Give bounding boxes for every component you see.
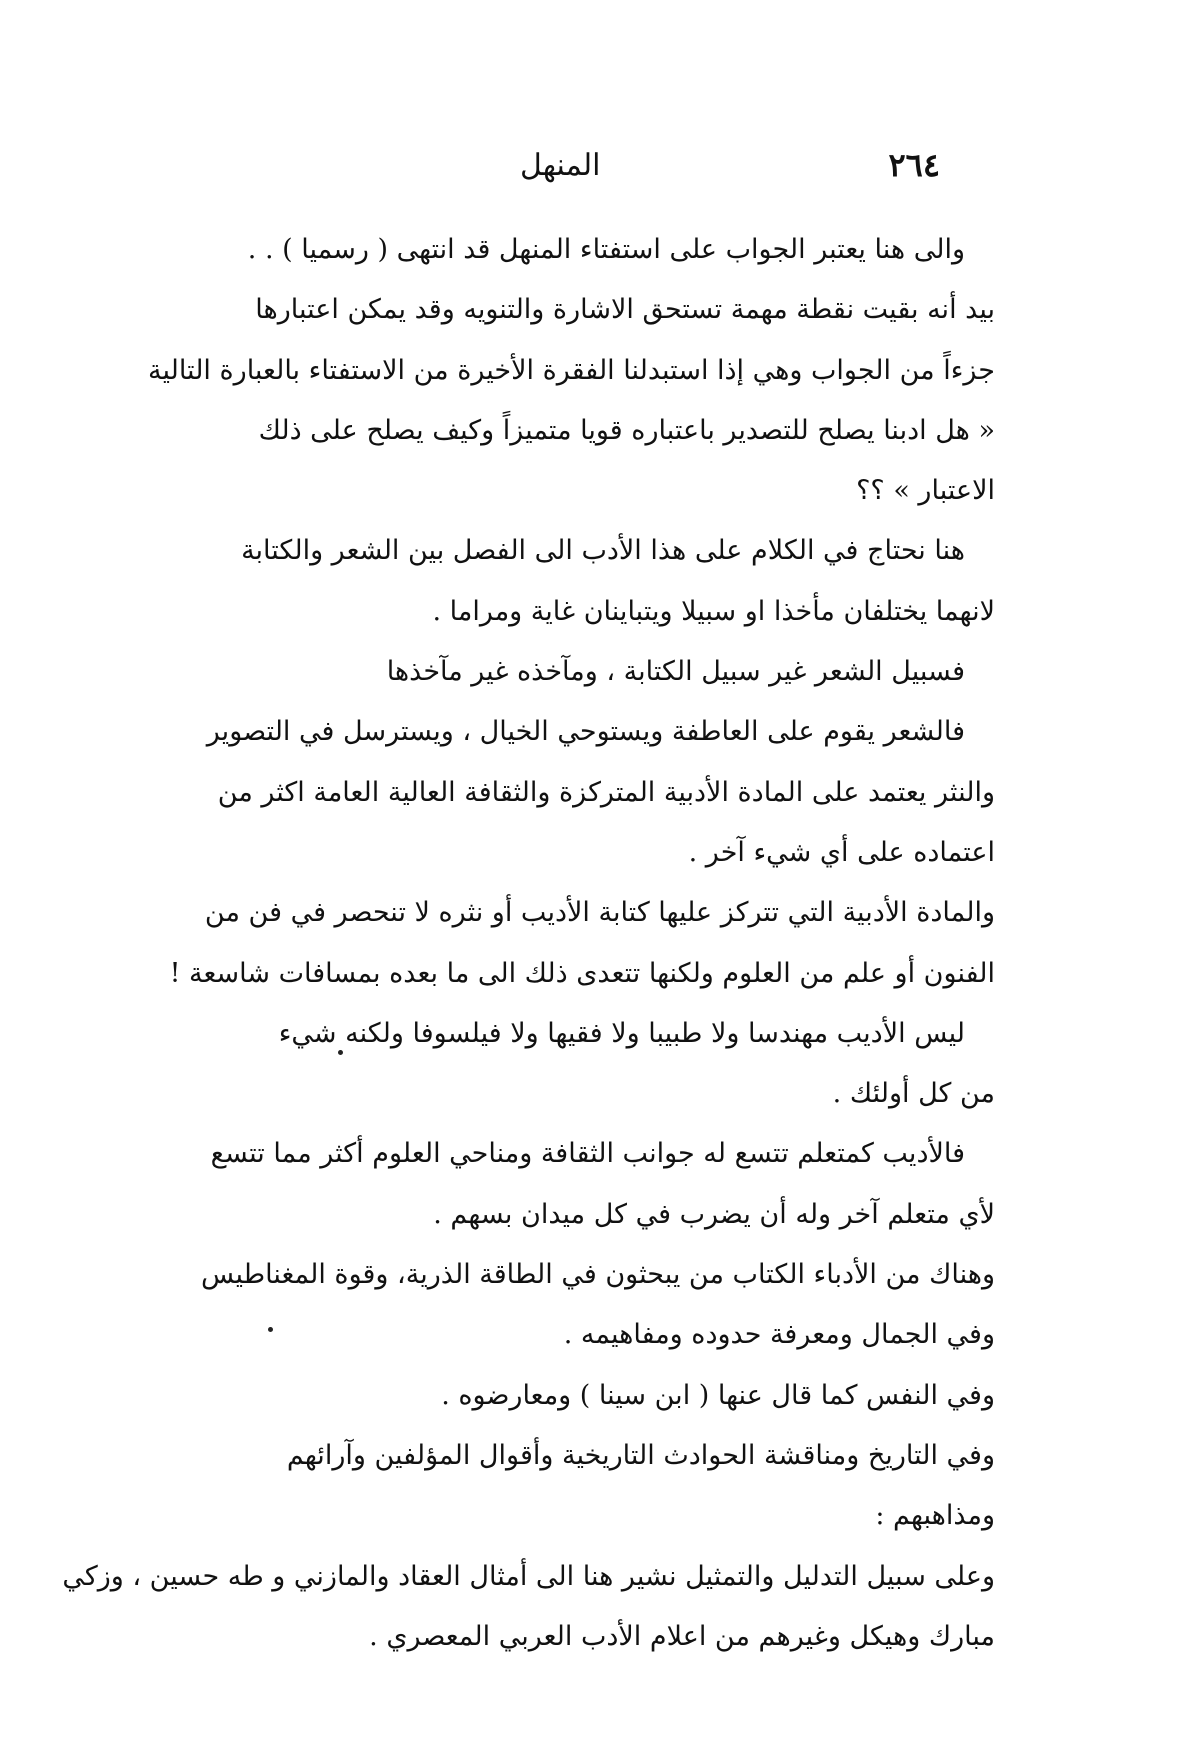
text-line: وهناك من الأدباء الكتاب من يبحثون في الطاقة الذرية، وقوة المغناطيس	[201, 1259, 995, 1291]
text-line: لأي متعلم آخر وله أن يضرب في كل ميدان بسهم .	[433, 1198, 995, 1230]
text-line: وعلى سبيل التدليل والتمثيل نشير هنا الى أمثال العقاد والمازني و طه حسين ، وزكي	[62, 1560, 995, 1592]
text-line: بيد أنه بقيت نقطة مهمة تستحق الاشارة والتنويه وقد يمكن اعتبارها	[255, 294, 995, 326]
text-line: اعتماده على أي شيء آخر .	[688, 836, 995, 868]
text-line: وفي النفس كما قال عنها ( ابن سينا ) ومعارضوه .	[441, 1379, 995, 1411]
text-line: والنثر يعتمد على المادة الأدبية المتركزة والثقافة العالية العامة اكثر من	[217, 776, 995, 808]
speck-mark	[268, 1327, 273, 1332]
text-line: والى هنا يعتبر الجواب على استفتاء المنهل قد انتهى ( رسميا ) . .	[247, 234, 965, 265]
text-line: الفنون أو علم من العلوم ولكنها تتعدى ذلك الى ما بعده بمسافات شاسعة !	[169, 957, 995, 989]
text-line: هنا نحتاج في الكلام على هذا الأدب الى الفصل بين الشعر والكتابة	[241, 535, 965, 567]
text-line: « هل ادبنا يصلح للتصدير باعتباره قويا متميزاً وكيف يصلح على ذلك	[258, 414, 995, 446]
text-line: وفي التاريخ ومناقشة الحوادث التاريخية وأقوال المؤلفين وآرائهم	[286, 1439, 995, 1471]
running-title: المنهل	[520, 147, 601, 183]
speck-mark	[338, 1050, 343, 1055]
body-text	[62, 220, 995, 1667]
text-line: جزءاً من الجواب وهي إذا استبدلنا الفقرة الأخيرة من الاستفتاء بالعبارة التالية	[147, 354, 995, 386]
text-line: لانهما يختلفان مأخذا او سبيلا ويتباينان غاية ومراما .	[432, 595, 995, 627]
page-number: ٢٦٤	[888, 146, 940, 184]
text-line: فالشعر يقوم على العاطفة ويستوحي الخيال ، ويسترسل في التصوير	[206, 716, 965, 748]
text-line: ليس الأديب مهندسا ولا طبيبا ولا فقيها ولا فيلسوفا ولكنه شيء	[278, 1017, 965, 1049]
text-line: فسبيل الشعر غير سبيل الكتابة ، ومآخذه غير مآخذها	[386, 656, 965, 688]
text-line: وفي الجمال ومعرفة حدوده ومفاهيمه .	[563, 1319, 995, 1351]
text-line: والمادة الأدبية التي تتركز عليها كتابة الأديب أو نثره لا تنحصر في فن من	[204, 897, 995, 929]
text-line: مبارك وهيكل وغيرهم من اعلام الأدب العربي المعصري .	[369, 1620, 995, 1652]
text-line: من كل أولئك .	[832, 1078, 995, 1110]
page-header	[520, 140, 940, 190]
text-line: فالأديب كمتعلم تتسع له جوانب الثقافة ومناحي العلوم أكثر مما تتسع	[210, 1138, 965, 1170]
text-line: ومذاهبهم :	[875, 1500, 995, 1532]
text-line: الاعتبار » ؟؟	[856, 475, 995, 507]
